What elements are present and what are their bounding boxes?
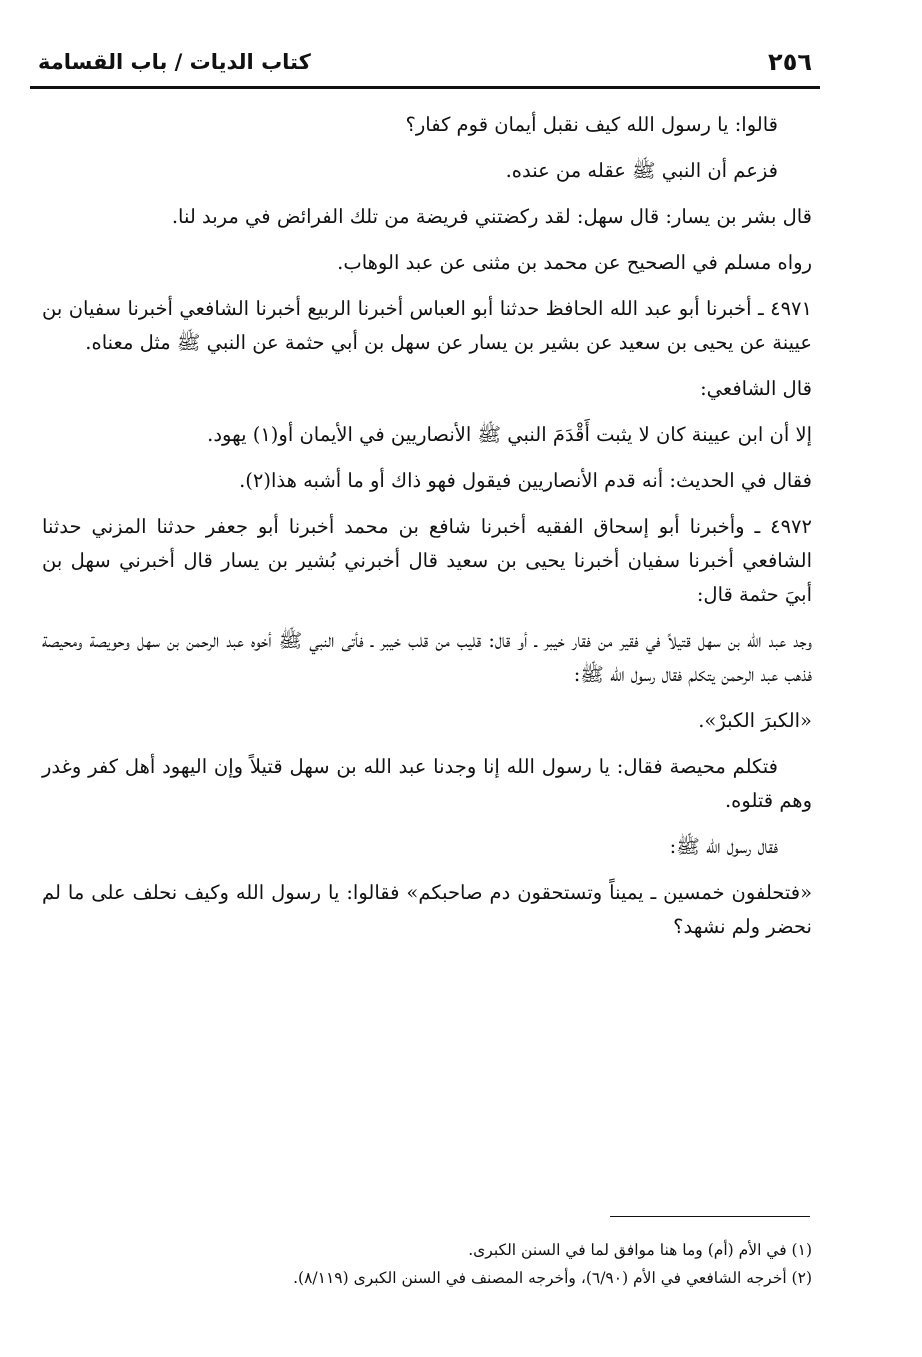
header-rule	[30, 86, 820, 89]
footnotes	[42, 1236, 812, 1292]
footnote: (١) في الأم (أم) وما هنا موافق لما في السنن الكبرى.	[468, 1241, 812, 1259]
paragraph: فتكلم محيصة فقال: يا رسول الله إنا وجدنا عبد الله بن سهل قتيلاً وإن اليهود أهل كفر وغدر وهم قتلوه.	[42, 755, 812, 812]
running-title: كتاب الديات / باب القسامة	[38, 50, 311, 74]
paragraph: وجد عبد الله بن سهل قتيلاً في فقير من فقار خيبر ـ أو قال: قليب من قلب خيبر ـ فأتى النبي ﷺ أخوه عبد الرحمن بن سهل وحويصة ومحيصة فذهب عبد الرحمن يتكلم فقال رسول الله ﷺ:	[42, 629, 812, 686]
paragraph: إلا أن ابن عيينة كان لا يثبت أَقْدَمَ النبي ﷺ الأنصاريين في الأيمان أو(١) يهود.	[207, 423, 812, 446]
hadith-4971: ٤٩٧١ ـ أخبرنا أبو عبد الله الحافظ حدثنا أبو العباس أخبرنا الربيع أخبرنا الشافعي أخبرنا سفيان بن عيينة عن يحيى بن سعيد عن بشير بن يسار عن سهل بن أبي حثمة عن النبي ﷺ مثل معناه.	[42, 297, 812, 354]
paragraph: «الكبرَ الكبرْ».	[698, 709, 812, 732]
paragraph: قالوا: يا رسول الله كيف نقبل أيمان قوم كفار؟	[405, 113, 778, 136]
page-header	[30, 44, 820, 88]
paragraph: فقال في الحديث: أنه قدم الأنصاريين فيقول فهو ذاك أو ما أشبه هذا(٢).	[239, 469, 812, 492]
hadith-4972: ٤٩٧٢ ـ وأخبرنا أبو إسحاق الفقيه أخبرنا شافع بن محمد أخبرنا أبو جعفر حدثنا المزني حدثنا الشافعي أخبرنا سفيان أخبرنا يحيى بن سعيد قال أخبرني بُشير بن يسار قال أخبرني سهل بن أبيَ حثمة قال:	[42, 515, 812, 606]
paragraph: فقال رسول الله ﷺ:	[669, 835, 778, 858]
page-number: ٢٥٦	[768, 48, 812, 76]
paragraph: قال الشافعي:	[700, 377, 812, 400]
paragraph: فزعم أن النبي ﷺ عقله من عنده.	[505, 159, 778, 182]
footnote-rule	[610, 1216, 810, 1217]
paragraph: رواه مسلم في الصحيح عن محمد بن مثنى عن عبد الوهاب.	[337, 251, 812, 274]
footnote: (٢) أخرجه الشافعي في الأم (٦/٩٠)، وأخرجه المصنف في السنن الكبرى (٨/١١٩).	[293, 1269, 812, 1287]
paragraph: «فتحلفون خمسين ـ يميناً وتستحقون دم صاحبكم» فقالوا: يا رسول الله وكيف نحلف على ما لم نحضر ولم نشهد؟	[42, 881, 812, 938]
main-text	[42, 108, 812, 956]
paragraph: قال بشر بن يسار: قال سهل: لقد ركضتني فريضة من تلك الفرائض في مربد لنا.	[171, 205, 812, 228]
